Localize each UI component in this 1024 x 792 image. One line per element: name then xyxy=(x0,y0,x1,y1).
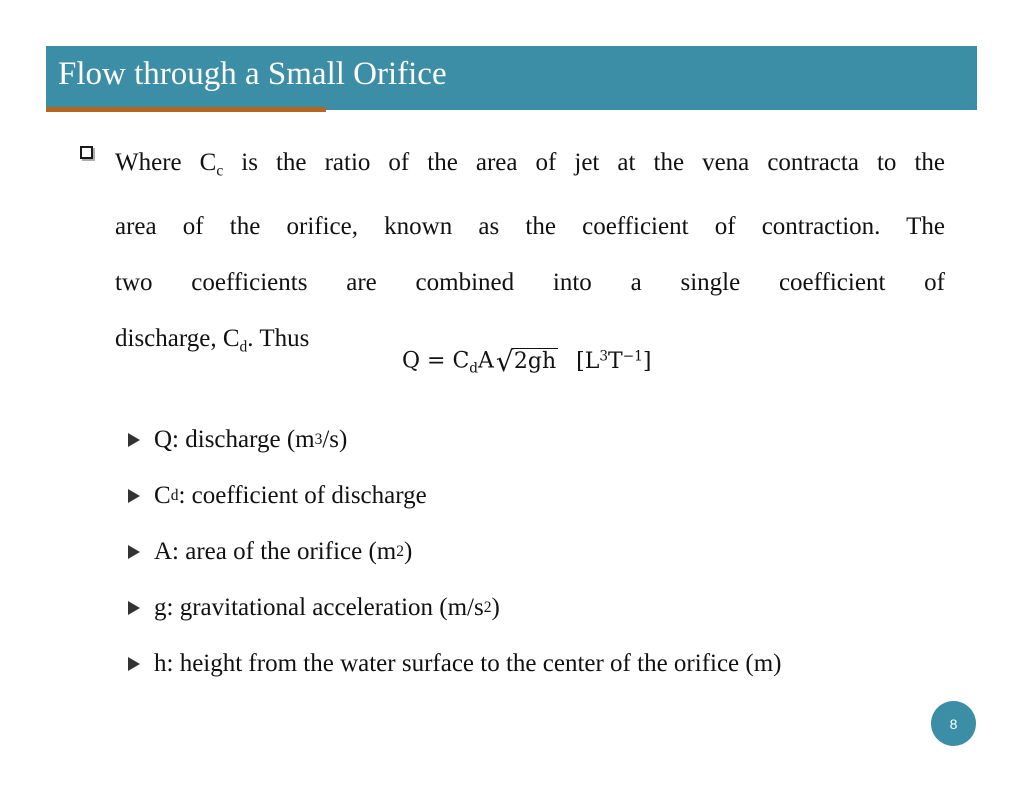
item-sup: 2 xyxy=(483,599,492,616)
title-underline xyxy=(46,107,326,112)
equation-radicand: 2gh xyxy=(513,348,557,374)
title-bar xyxy=(46,46,977,110)
list-item xyxy=(128,412,782,468)
unit-sup2: −1 xyxy=(622,348,643,364)
unit-sup1: 3 xyxy=(599,348,609,364)
arrow-bullet-icon xyxy=(128,657,140,671)
item-sup: 3 xyxy=(314,431,323,448)
line1-sub: c xyxy=(216,162,224,180)
line1-pre: Where C xyxy=(115,149,217,176)
equation-unit xyxy=(576,349,651,374)
line4-post: . Thus xyxy=(247,325,310,353)
line1-post: is the ratio of the area of jet at the vena contracta to the xyxy=(223,149,945,176)
discharge-equation xyxy=(402,344,652,378)
list-item xyxy=(128,524,782,580)
item-text: Q: discharge (m xyxy=(154,426,315,453)
equation-cd-sub: d xyxy=(469,360,479,377)
list-item xyxy=(128,468,782,524)
checkbox-bullet-icon xyxy=(80,146,93,159)
paragraph-line-2: area of the orifice, known as the coefficient of contraction. The xyxy=(115,213,945,241)
square-root xyxy=(495,344,558,378)
item-text: h: height from the water surface to the center of the orifice (m) xyxy=(154,650,782,677)
item-text: g: gravitational acceleration (m/s xyxy=(154,594,484,621)
arrow-bullet-icon xyxy=(128,433,140,447)
item-text: C xyxy=(154,482,171,509)
item-sub: d xyxy=(170,487,179,504)
unit-mid: T xyxy=(608,348,623,374)
unit-post: ] xyxy=(642,348,652,374)
item-sup: 2 xyxy=(396,543,404,560)
arrow-bullet-icon xyxy=(128,545,140,559)
paragraph-line-3: two coefficients are combined into a single coefficient of xyxy=(115,269,945,297)
paragraph-line-1 xyxy=(115,135,945,199)
item-text-post: : coefficient of discharge xyxy=(178,482,427,509)
list-item xyxy=(128,580,782,636)
main-paragraph xyxy=(115,135,945,376)
item-text: A: area of the orifice (m xyxy=(154,538,397,565)
page-number-badge: 8 xyxy=(931,701,976,746)
equation-lhs: Q = C xyxy=(402,348,470,374)
list-item xyxy=(128,636,782,692)
unit-pre: [L xyxy=(576,348,600,374)
line4-sub: d xyxy=(239,338,248,356)
item-text-post: /s) xyxy=(322,426,348,453)
arrow-bullet-icon xyxy=(128,489,140,503)
item-text-post: ) xyxy=(491,594,500,621)
variable-list xyxy=(128,412,782,692)
arrow-bullet-icon xyxy=(128,601,140,615)
equation-a: A xyxy=(478,348,494,374)
line4-pre: discharge, C xyxy=(115,325,240,353)
slide-title: Flow through a Small Orifice xyxy=(58,56,447,92)
radical-sign-icon: √ xyxy=(495,344,514,378)
item-text-post: ) xyxy=(404,538,413,565)
